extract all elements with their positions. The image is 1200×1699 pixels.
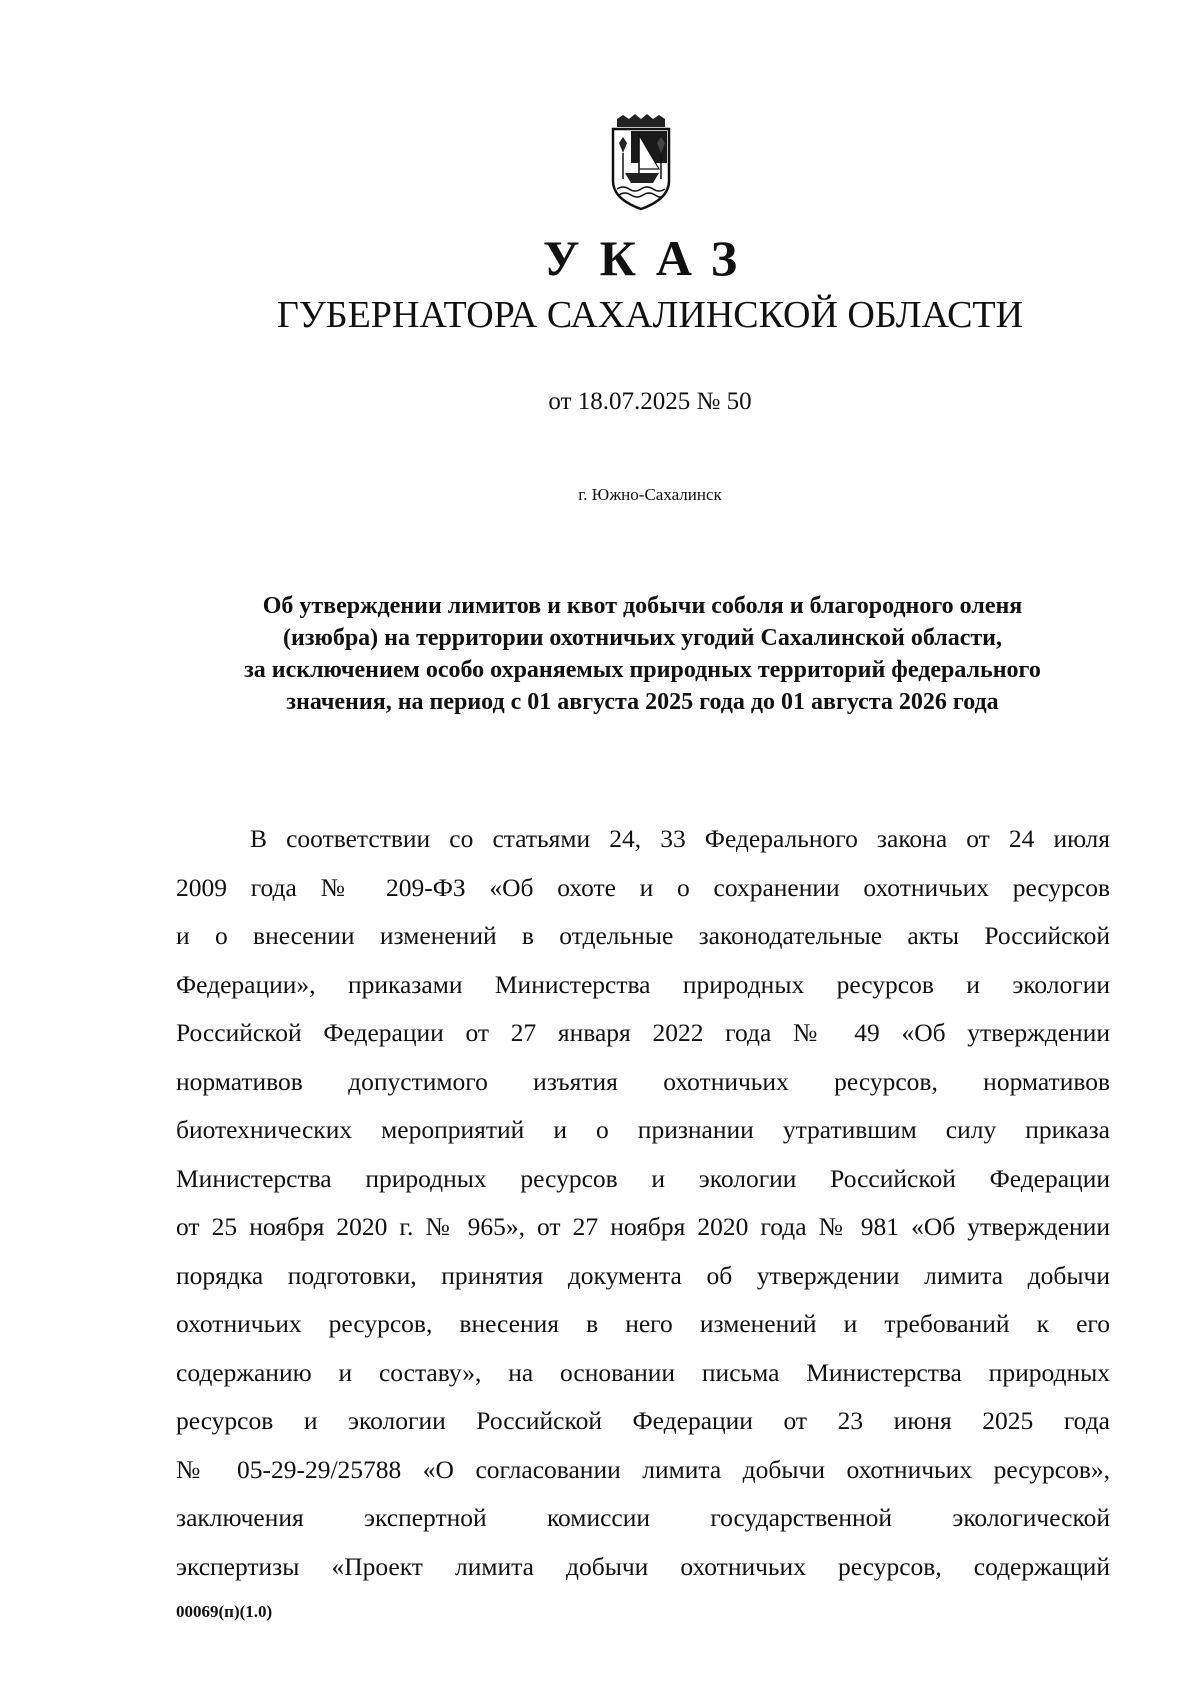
body-line: охотничьих ресурсов, внесения в него изменений и требований к его (176, 1309, 1110, 1338)
body-line: содержанию и составу», на основании письма Министерства природных (176, 1357, 1110, 1387)
body-line: Федерации», приказами Министерства природных ресурсов и экологии (176, 969, 1110, 999)
document-date-number: от 18.07.2025 № 50 (548, 388, 752, 415)
document-body (176, 815, 1110, 1591)
body-line: Российской Федерации от 27 января 2022 года № 49 «Об утверждении (176, 1018, 1110, 1047)
document-subject (175, 590, 1110, 718)
document-type-title: УКАЗ (542, 230, 758, 286)
body-line: В соответствии со статьями 24, 33 Федерального закона от 24 июля (250, 824, 1110, 853)
subject-line: значения, на период с 01 августа 2025 года до 01 августа 2026 года (286, 689, 999, 715)
form-code: 00069(п)(1.0) (176, 1602, 273, 1621)
body-line: порядка подготовки, принятия документа об утверждении лимита добычи (176, 1260, 1110, 1290)
body-line: нормативов допустимого изъятия охотничьих ресурсов, нормативов (176, 1066, 1110, 1096)
body-line: заключения экспертной комиссии государственной экологической (176, 1503, 1110, 1532)
coat-of-arms-icon (603, 113, 679, 211)
body-line: биотехнических мероприятий и о признании утратившим силу приказа (176, 1115, 1110, 1144)
body-line: ресурсов и экологии Российской Федерации от 23 июня 2025 года (176, 1406, 1110, 1435)
issuer-title: ГУБЕРНАТОРА САХАЛИНСКОЙ ОБЛАСТИ (276, 294, 1024, 336)
subject-line: (изюбра) на территории охотничьих угодий Сахалинской области, (283, 625, 1002, 651)
body-line: и о внесении изменений в отдельные законодательные акты Российской (176, 921, 1110, 950)
body-line: экспертизы «Проект лимита добычи охотничьих ресурсов, содержащий (176, 1551, 1110, 1581)
subject-line: Об утверждении лимитов и квот добычи соболя и благородного оленя (262, 593, 1023, 619)
body-line: от 25 ноября 2020 г. № 965», от 27 ноября 2020 года № 981 «Об утверждении (176, 1212, 1110, 1241)
subject-line: за исключением особо охраняемых природных территорий федерального (244, 657, 1041, 683)
body-line: 2009 года № 209-ФЗ «Об охоте и о сохранении охотничьих ресурсов (176, 872, 1110, 902)
body-line: Министерства природных ресурсов и экологии Российской Федерации (176, 1163, 1110, 1193)
document-place: г. Южно-Сахалинск (578, 485, 722, 504)
body-line: № 05-29-29/25788 «О согласовании лимита добычи охотничьих ресурсов», (176, 1454, 1110, 1484)
